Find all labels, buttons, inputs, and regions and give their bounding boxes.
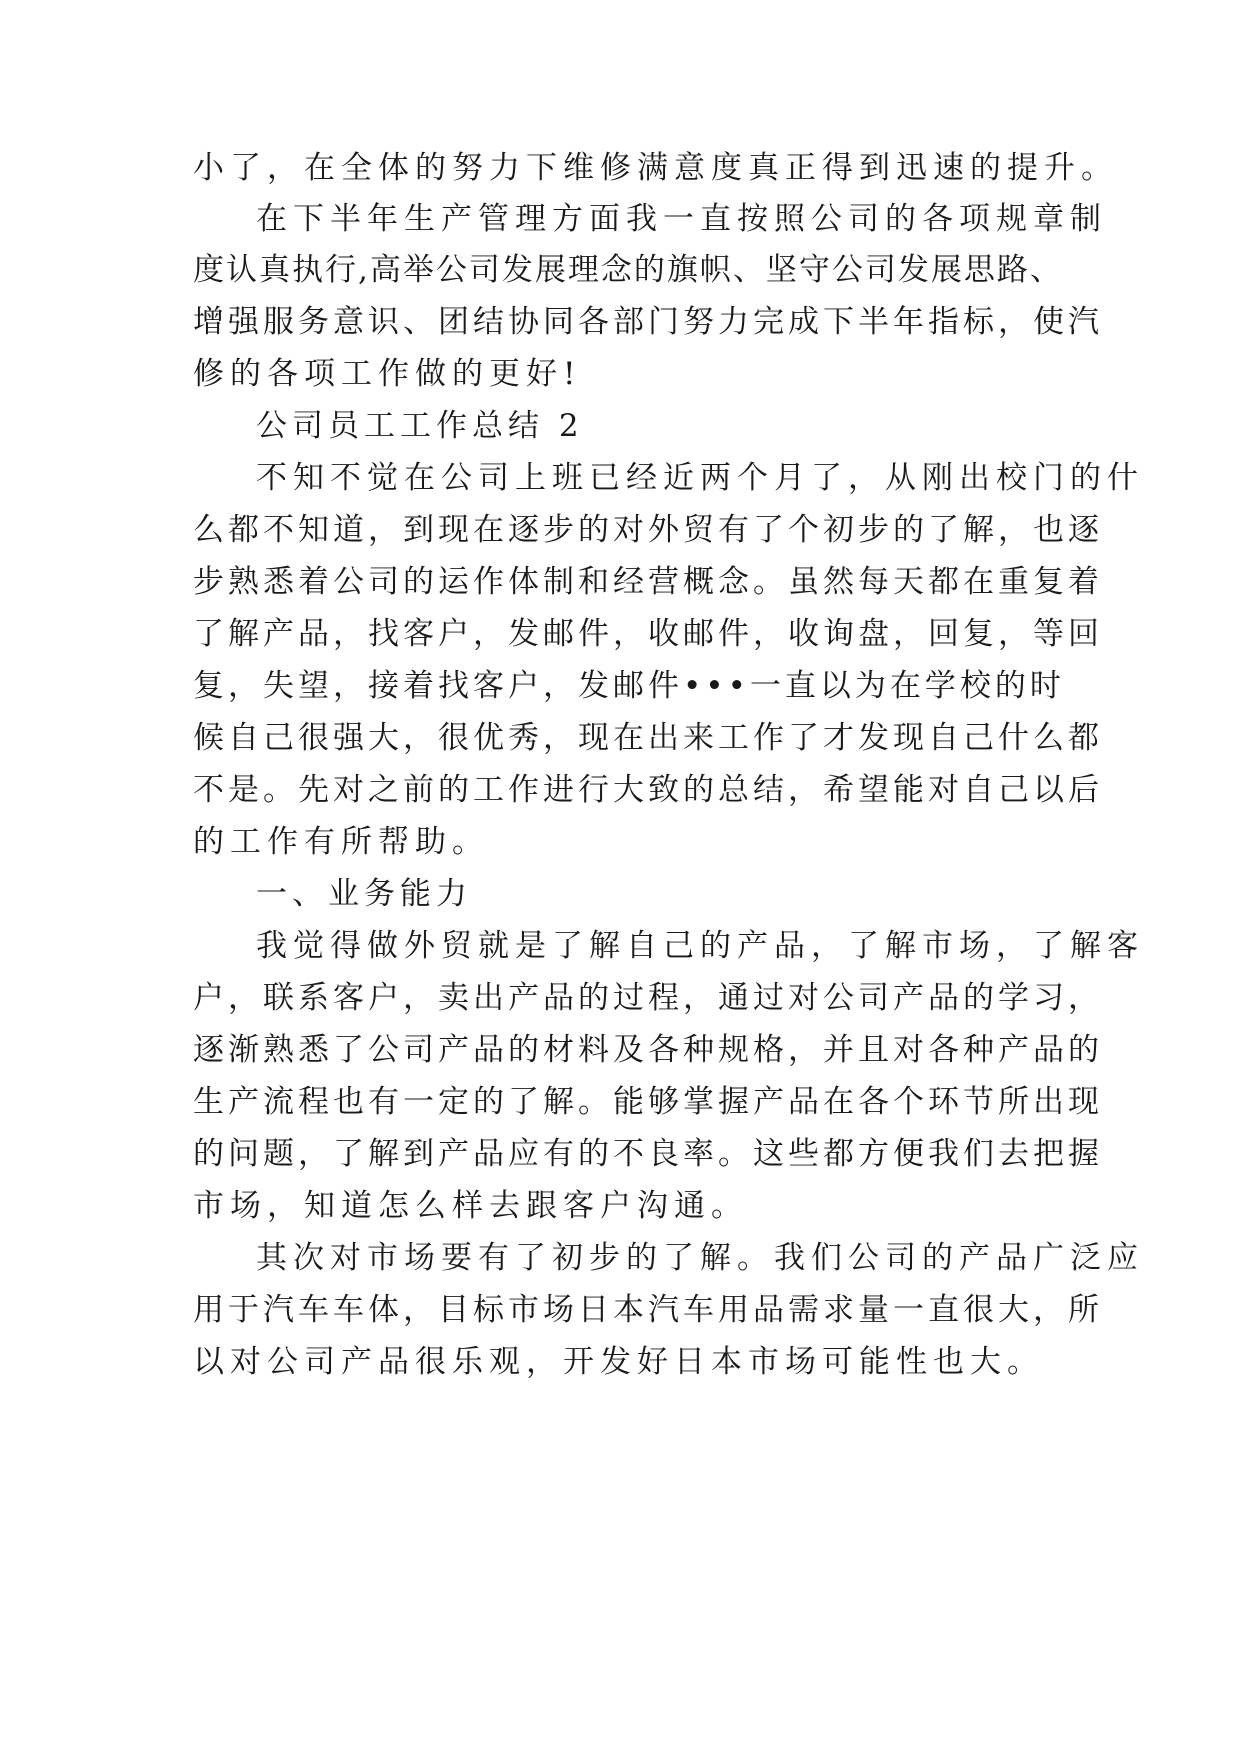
paragraph-line: 度认真执行,高举公司发展理念的旗帜、坚守公司发展思路、 — [193, 252, 1063, 288]
paragraph-line: 小了，在全体的努力下维修满意度真正得到迅速的提升。 — [193, 150, 1118, 186]
paragraph-line: 在下半年生产管理方面我一直按照公司的各项规章制 — [256, 201, 1107, 237]
paragraph-line: 用于汽车车体，目标市场日本汽车用品需求量一直很大，所 — [193, 1292, 1103, 1328]
section-heading: 公司员工工作总结 2 — [256, 408, 584, 444]
paragraph-line: 以对公司产品很乐观，开发好日本市场可能性也大。 — [193, 1344, 1044, 1380]
paragraph-line: 复，失望，接着找客户，发邮件•••一直以为在学校的时 — [193, 668, 1065, 704]
paragraph-line: 不知不觉在公司上班已经近两个月了，从刚出校门的什 — [256, 460, 1144, 496]
paragraph-line: 我觉得做外贸就是了解自己的产品，了解市场，了解客 — [256, 928, 1144, 964]
paragraph-line: 么都不知道，到现在逐步的对外贸有了个初步的了解，也逐 — [193, 512, 1103, 548]
paragraph-line: 增强服务意识、团结协同各部门努力完成下半年指标，使汽 — [193, 304, 1103, 340]
paragraph-line: 逐渐熟悉了公司产品的材料及各种规格，并且对各种产品的 — [193, 1032, 1103, 1068]
paragraph-line: 生产流程也有一定的了解。能够掌握产品在各个环节所出现 — [193, 1084, 1103, 1120]
paragraph-line: 步熟悉着公司的运作体制和经营概念。虽然每天都在重复着 — [193, 564, 1103, 600]
paragraph-line: 修的各项工作做的更好! — [193, 356, 582, 392]
paragraph-line: 其次对市场要有了初步的了解。我们公司的产品广泛应 — [256, 1240, 1144, 1276]
paragraph-line: 了解产品，找客户，发邮件，收邮件，收询盘，回复，等回 — [193, 616, 1103, 652]
paragraph-line: 的工作有所帮助。 — [193, 824, 489, 860]
paragraph-line: 不是。先对之前的工作进行大致的总结，希望能对自己以后 — [193, 772, 1103, 808]
paragraph-line: 候自己很强大，很优秀，现在出来工作了才发现自己什么都 — [193, 720, 1103, 756]
paragraph-line: 户，联系客户，卖出产品的过程，通过对公司产品的学习， — [193, 980, 1103, 1016]
paragraph-line: 的问题，了解到产品应有的不良率。这些都方便我们去把握 — [193, 1136, 1103, 1172]
paragraph-line: 市场，知道怎么样去跟客户沟通。 — [193, 1188, 748, 1224]
section-heading: 一、业务能力 — [256, 876, 472, 912]
